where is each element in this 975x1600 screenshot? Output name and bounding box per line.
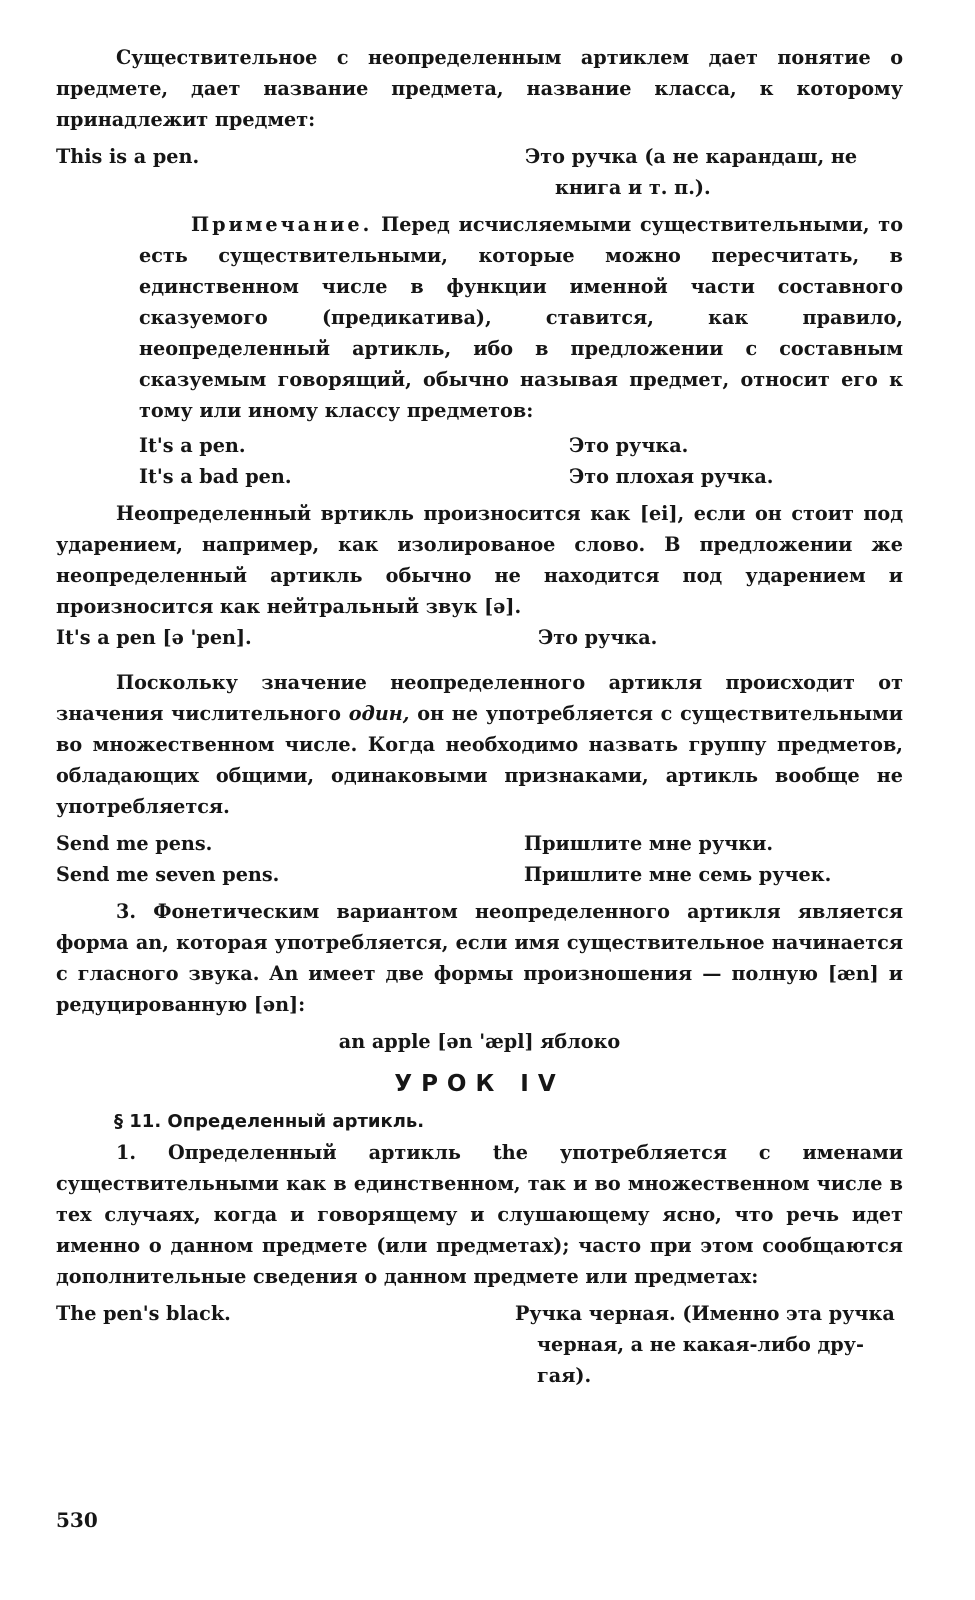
note-label: Примечание. <box>191 213 373 236</box>
example-english: It's a pen. <box>139 434 246 457</box>
italic-word: один, <box>348 702 410 725</box>
example-this-is-a-pen <box>56 141 903 203</box>
example-english: It's a bad pen. <box>139 465 292 488</box>
example-russian: Это ручка. <box>569 434 689 457</box>
example-russian: Это ручка. <box>538 626 658 649</box>
paragraph-plural-usage <box>56 667 903 822</box>
paragraph-pronunciation: Неопределенный вртикль произносится как [ei], если он стоит под ударением, например, как изолированое слово. В предложении же неопределенный артикль обычно не находится под ударением и произносится как нейтральный звук [ə]. <box>56 502 903 618</box>
example-russian: Это плохая ручка. <box>569 465 774 488</box>
example-russian: Пришлите мне ручки. <box>524 832 774 855</box>
example-send-seven-pens <box>56 859 903 890</box>
example-english: This is a pen. <box>56 145 200 168</box>
paragraph-an-variant: 3. Фонетическим вариантом неопределенного артикля является форма an, которая употребляется, если имя существительное начинается с гласного звука. An имеет две формы произношения — полную [æn] и редуцированную [ən]: <box>56 900 903 1016</box>
example-russian-line: Ручка черная. (Именно эта ручка <box>515 1302 895 1325</box>
example-russian-line: гая). <box>537 1364 592 1387</box>
example-russian-line: черная, а не какая-либо дру- <box>537 1333 864 1356</box>
paragraph-text: Поскольку значение неопределенного артикля происходит от значения числительного <box>56 671 903 725</box>
example-russian-line: Это ручка (а не карандаш, не <box>525 145 858 168</box>
note-example-2 <box>139 461 903 492</box>
paragraph-definite-article: 1. Определенный артикль the употребляется с именами существительными как в единственном, так и во множественном числе в тех случаях, когда и говорящему и слушающему ясно, что речь идет именно о данном предмете (или предметах); часто при этом сообщаются дополнительные сведения о данном предмете или предметах: <box>56 1141 903 1288</box>
document-page <box>56 42 903 1582</box>
example-russian-line: книга и т. п.). <box>555 176 711 199</box>
example-english: The pen's black. <box>56 1302 231 1325</box>
note-example-1 <box>139 430 903 461</box>
example-send-pens <box>56 828 903 859</box>
example-russian <box>515 1298 903 1391</box>
note-paragraph <box>139 209 903 426</box>
section-title: § 11. Определенный артикль. <box>114 1111 425 1132</box>
note-block <box>139 209 903 492</box>
example-russian: Пришлите мне семь ручек. <box>524 863 832 886</box>
lesson-title: УРОК IV <box>394 1071 565 1097</box>
example-the-pen-is-black <box>56 1298 903 1391</box>
example-an-apple: an apple [ən 'æpl] яблоко <box>338 1030 621 1053</box>
example-russian <box>525 141 903 203</box>
example-english: Send me seven pens. <box>56 863 280 886</box>
example-pronunciation <box>56 622 903 653</box>
paragraph-indefinite-article-meaning: Существительное с неопределенным артиклем дает понятие о предмете, дает название предмета, название класса, к которому принадлежит предмет: <box>56 46 903 131</box>
note-text: Перед исчисляемыми существительными, то есть существительными, которые можно пересчитать, в единственном числе в функции именной части составного сказуемого (предикатива), ставится, как правило, неопределенный артикль, ибо в предложении с составным сказуемым говорящий, обычно называя предмет, относит его к тому или иному классу предметов: <box>139 213 903 422</box>
example-english: It's a pen [ə 'pen]. <box>56 626 252 649</box>
example-english: Send me pens. <box>56 832 213 855</box>
page-number: 530 <box>56 1508 98 1532</box>
paragraph-text: он не употребляется с существительными во множественном числе. Когда необходимо назвать группу предметов, обладающих общими, одинаковыми признаками, артикль вообще не употребляется. <box>56 702 903 818</box>
